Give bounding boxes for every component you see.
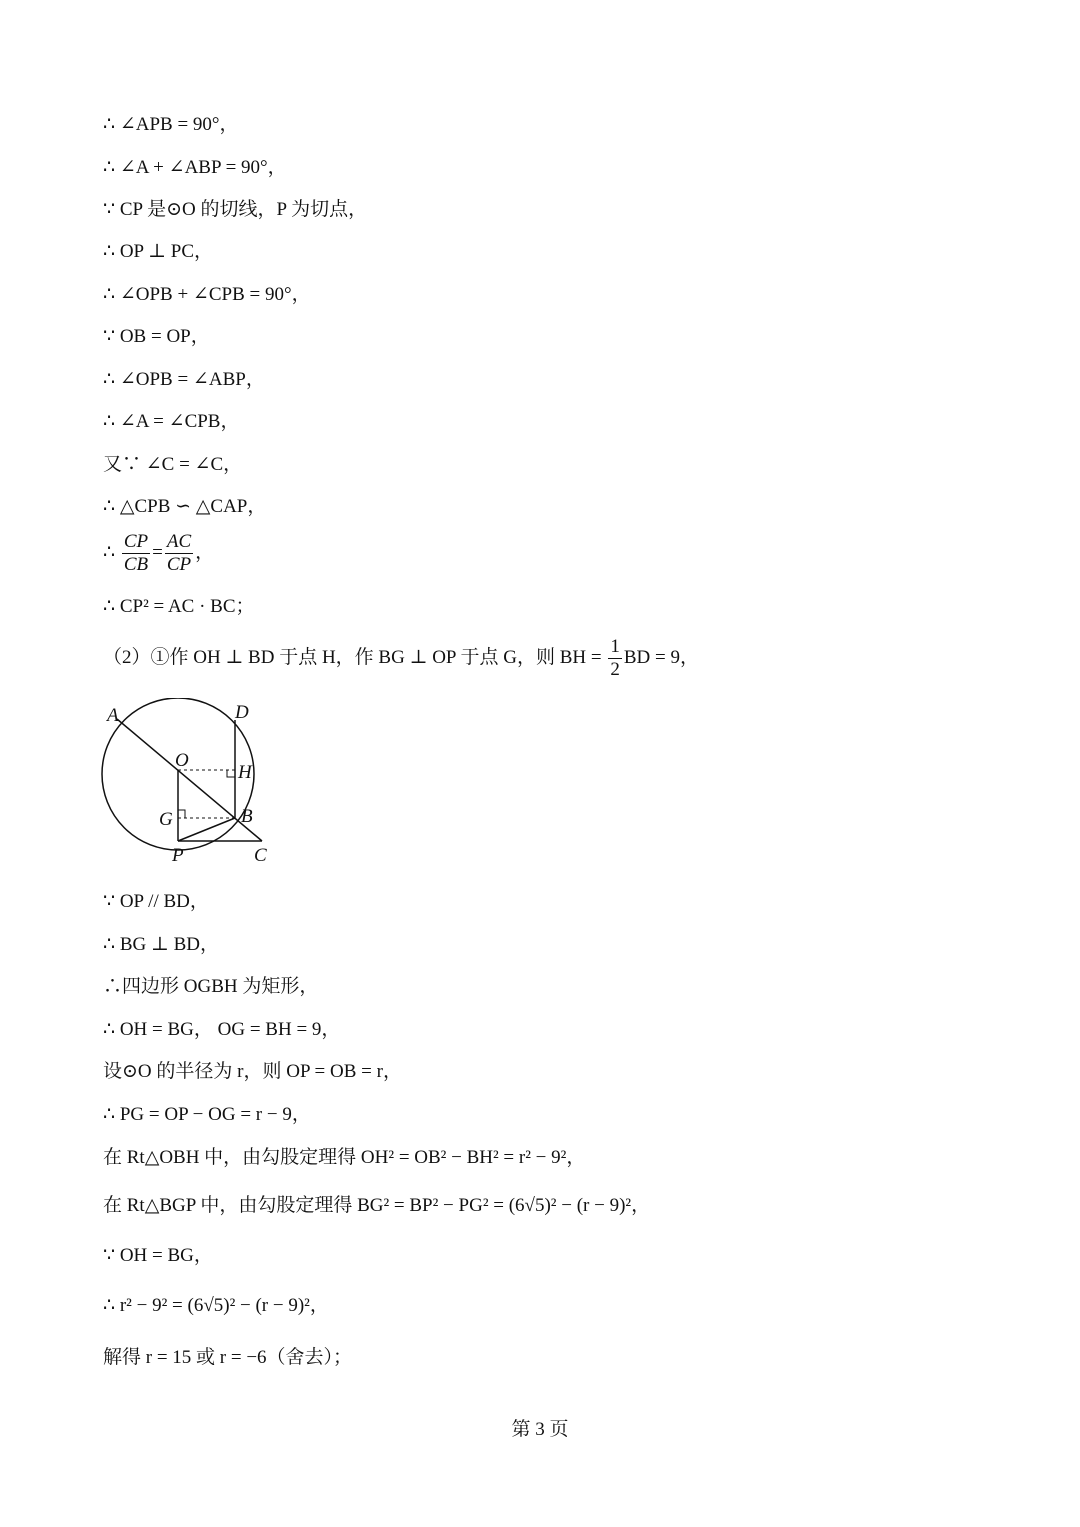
fraction-ac-cp: $\frac{AC}{CP}$ — [166, 531, 192, 575]
geometry-diagram — [95, 698, 280, 868]
label-g: G — [159, 809, 173, 830]
fraction-cp-cb: $\frac{CP}{CB}$ — [123, 531, 149, 575]
fraction-one-half: $\frac{1}{2}$ — [610, 636, 620, 680]
line-20: 在 Rt△OBH 中，由勾股定理得 OH² = OB² − BH² = r² − 9²， — [103, 1147, 586, 1168]
line-14: ∵ OP // BD， — [103, 891, 209, 912]
line-11-fraction: ∴ $\frac{CP}{CB}$ = $\frac{AC}{CP}$ ， — [103, 531, 215, 575]
line-1: ∴ ∠APB = 90°， — [103, 114, 239, 135]
line-10: ∴ △CPB ∽ △CAP， — [103, 496, 267, 517]
line-12: ∴ CP² = AC · BC； — [103, 596, 255, 617]
line-15: ∴ BG ⊥ BD， — [103, 934, 219, 955]
line-18: 设⊙O 的半径为 r，则 OP = OB = r， — [103, 1061, 402, 1082]
line-21: 在 Rt△BGP 中，由勾股定理得 BG² = BP² − PG² = (6√5)² − (r − 9)²， — [103, 1195, 651, 1216]
line-7: ∴ ∠OPB = ∠ABP， — [103, 369, 265, 390]
line-17: ∴ OH = BG， OG = BH = 9， — [103, 1019, 341, 1040]
page-number: 第 3 页 — [511, 1419, 569, 1440]
line-4: ∴ OP ⊥ PC， — [103, 241, 214, 262]
label-h: H — [238, 762, 252, 783]
label-c: C — [254, 845, 267, 866]
line-5: ∴ ∠OPB + ∠CPB = 90°， — [103, 284, 311, 305]
line-9: 又∵ ∠C = ∠C， — [103, 454, 243, 475]
line-8: ∴ ∠A = ∠CPB， — [103, 411, 240, 432]
line-23: ∴ r² − 9² = (6√5)² − (r − 9)²， — [103, 1295, 329, 1316]
line-6: ∵ OB = OP， — [103, 326, 210, 347]
right-angle-h — [227, 770, 235, 777]
label-b: B — [241, 806, 253, 827]
label-o: O — [175, 750, 189, 771]
line-24: 解得 r = 15 或 r = −6（舍去）； — [103, 1347, 353, 1368]
label-a: A — [107, 705, 119, 726]
line-3: ∵ CP 是⊙O 的切线，P 为切点， — [103, 199, 368, 220]
line-pb — [178, 818, 235, 841]
line-16: ∴四边形 OGBH 为矩形， — [103, 976, 319, 997]
label-d: D — [235, 702, 249, 723]
right-angle-g — [178, 810, 185, 818]
line-22: ∵ OH = BG， — [103, 1245, 213, 1266]
line-19: ∴ PG = OP − OG = r − 9， — [103, 1104, 311, 1125]
label-p: P — [172, 845, 184, 866]
line-2: ∴ ∠A + ∠ABP = 90°， — [103, 157, 287, 178]
line-13-part2: （2）①作 OH ⊥ BD 于点 H，作 BG ⊥ OP 于点 G，则 BH = $\frac{1}{2}$ BD = 9， — [103, 636, 699, 680]
